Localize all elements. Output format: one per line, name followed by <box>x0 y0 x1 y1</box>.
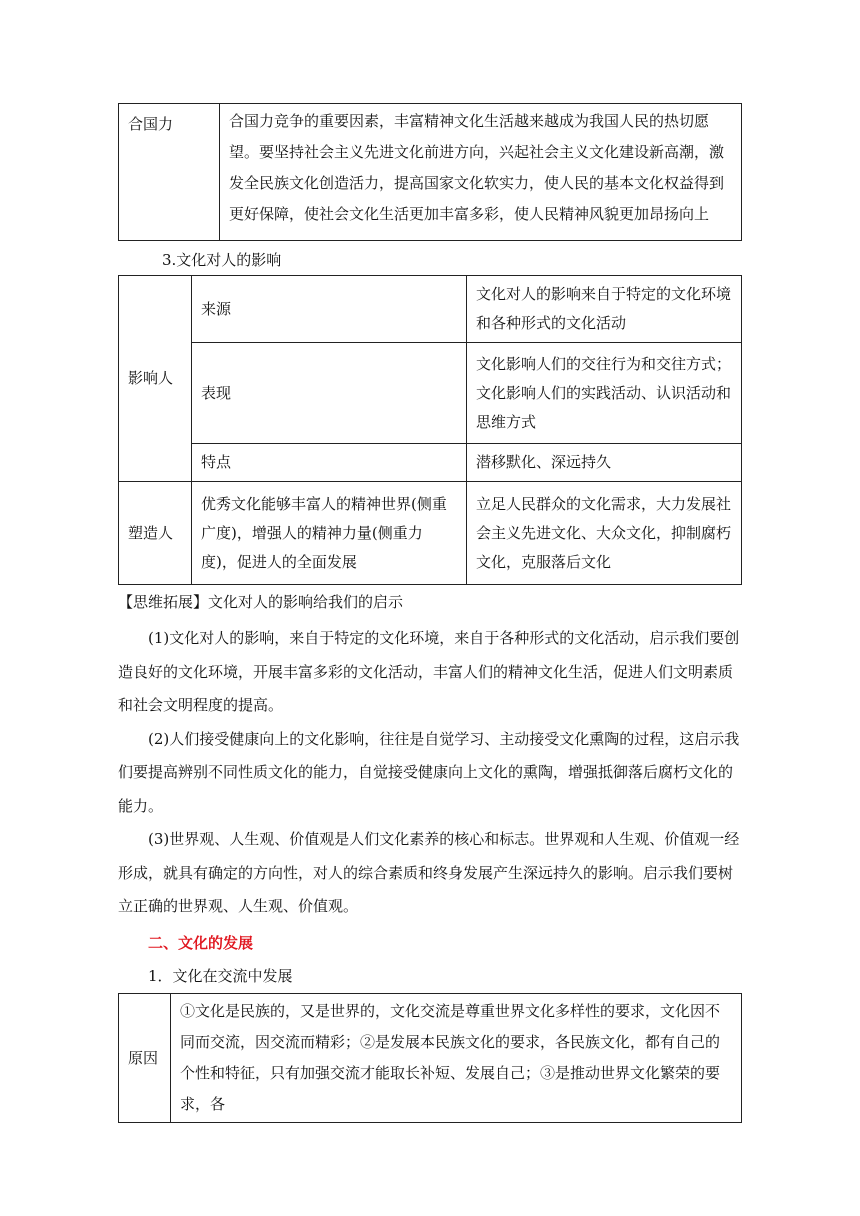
heading-culture-development: 二、文化的发展 <box>148 934 254 952</box>
feature-label: 特点 <box>192 444 467 482</box>
table-exchange-reason <box>118 993 742 1123</box>
paragraph-3: (3)世界观、人生观、价值观是人们文化素养的核心和标志。世界观和人生观、价值观一经形成，就具有确定的方向性，对人的综合素质和终身发展产生深远持久的影响。启示我们要树立正确的世界观、人生观、价值观。 <box>118 830 740 915</box>
expand-title: 【思维拓展】文化对人的影响给我们的启示 <box>118 593 404 611</box>
table-national-power <box>118 103 742 241</box>
feature-content: 潜移默化、深远持久 <box>467 444 742 482</box>
paragraph-1: (1)文化对人的影响，来自于特定的文化环境，来自于各种形式的文化活动，启示我们要创造良好的文化环境，开展丰富多彩的文化活动，丰富人们的精神文化生活，促进人们文明素质和社会文明程度的提高。 <box>118 629 740 714</box>
expand-paragraphs <box>118 622 741 924</box>
table1-label: 合国力 <box>119 104 220 241</box>
table-culture-influence <box>118 275 742 585</box>
subheading-exchange: 1．文化在交流中发展 <box>148 967 293 985</box>
shape-right-content: 立足人民群众的文化需求，大力发展社会主义先进文化、大众文化，抑制腐朽文化，克服落后文化 <box>467 482 742 585</box>
shape-mid-content: 优秀文化能够丰富人的精神世界(侧重广度)，增强人的精神力量(侧重力度)，促进人的全面发展 <box>192 482 467 585</box>
section3-title: 3.文化对人的影响 <box>162 251 282 269</box>
performance-label: 表现 <box>192 343 467 444</box>
influence-label: 影响人 <box>119 276 192 482</box>
performance-content: 文化影响人们的交往行为和交往方式；文化影响人们的实践活动、认识活动和思维方式 <box>467 343 742 444</box>
source-content: 文化对人的影响来自于特定的文化环境和各种形式的文化活动 <box>467 276 742 343</box>
shape-label: 塑造人 <box>119 482 192 585</box>
reason-label: 原因 <box>119 994 171 1123</box>
source-label: 来源 <box>192 276 467 343</box>
reason-content: ①文化是民族的，又是世界的，文化交流是尊重世界文化多样性的要求，文化因不同而交流，因交流而精彩；②是发展本民族文化的要求，各民族文化，都有自己的个性和特征，只有加强交流才能取长补短、发展自己；③是推动世界文化繁荣的要求，各 <box>171 994 742 1123</box>
paragraph-2: (2)人们接受健康向上的文化影响，往往是自觉学习、主动接受文化熏陶的过程，这启示我们要提高辨别不同性质文化的能力，自觉接受健康向上文化的熏陶，增强抵御落后腐朽文化的能力。 <box>118 729 740 815</box>
table1-content: 合国力竞争的重要因素，丰富精神文化生活越来越成为我国人民的热切愿望。要坚持社会主义先进文化前进方向，兴起社会主义文化建设新高潮，激发全民族文化创造活力，提高国家文化软实力，使人民的基本文化权益得到更好保障，使社会文化生活更加丰富多彩，使人民精神风貌更加昂扬向上 <box>220 104 742 241</box>
